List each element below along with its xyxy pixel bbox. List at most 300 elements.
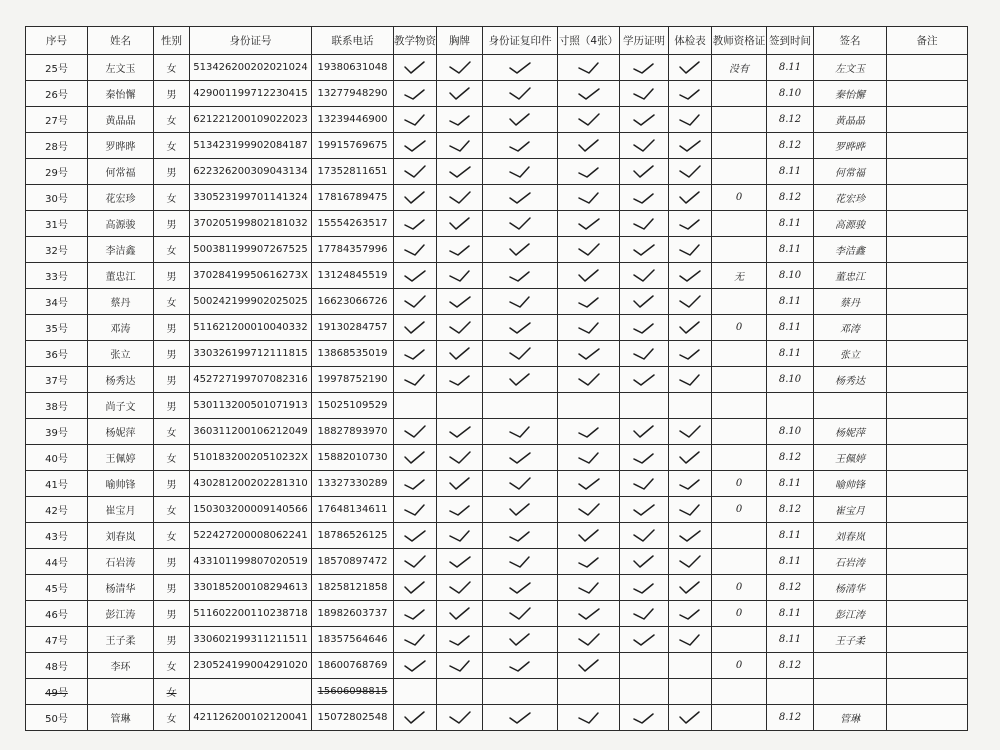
row-checkin-time: 8.11 xyxy=(767,627,814,653)
check-cell-t3 xyxy=(483,471,558,497)
check-cell-t1 xyxy=(394,315,437,341)
row-signature: 左文玉 xyxy=(814,55,887,81)
check-cell-t2 xyxy=(437,549,483,575)
checkmark-icon xyxy=(631,710,657,726)
table-row xyxy=(26,341,968,367)
row-id-number: 511602200110238718 xyxy=(190,601,312,627)
row-sex: 女 xyxy=(154,679,190,705)
checkmark-icon xyxy=(507,86,533,102)
row-remarks xyxy=(887,471,968,497)
checkmark-icon xyxy=(576,632,602,648)
row-phone: 18600768769 xyxy=(312,653,394,679)
row-sex: 男 xyxy=(154,575,190,601)
check-cell-t1 xyxy=(394,367,437,393)
check-cell-t3 xyxy=(483,107,558,133)
row-teacher-cert: 0 xyxy=(712,497,767,523)
check-cell-t6 xyxy=(669,185,712,211)
row-sex: 男 xyxy=(154,601,190,627)
row-signature: 李洁鑫 xyxy=(814,237,887,263)
checkmark-icon xyxy=(507,60,533,76)
check-cell-t1 xyxy=(394,263,437,289)
row-number: 28号 xyxy=(26,133,88,159)
checkmark-icon xyxy=(631,86,657,102)
checkmark-icon xyxy=(677,580,703,596)
row-teacher-cert xyxy=(712,679,767,705)
row-signature xyxy=(814,393,887,419)
row-remarks xyxy=(887,601,968,627)
row-sex: 男 xyxy=(154,627,190,653)
check-cell-t5 xyxy=(620,133,669,159)
checkmark-icon xyxy=(447,710,473,726)
check-cell-t2 xyxy=(437,497,483,523)
checkmark-icon xyxy=(402,320,428,336)
check-cell-t5 xyxy=(620,523,669,549)
row-checkin-time: 8.11 xyxy=(767,315,814,341)
row-checkin-time xyxy=(767,679,814,705)
row-id-number: 513426200202021024 xyxy=(190,55,312,81)
checkmark-icon xyxy=(576,502,602,518)
row-name: 崔宝月 xyxy=(88,497,154,523)
checkmark-icon xyxy=(447,554,473,570)
check-cell-t3 xyxy=(483,315,558,341)
check-cell-t5 xyxy=(620,445,669,471)
row-sex: 男 xyxy=(154,263,190,289)
checkmark-icon xyxy=(507,294,533,310)
row-sex: 女 xyxy=(154,289,190,315)
row-sex: 女 xyxy=(154,523,190,549)
checkmark-icon xyxy=(576,164,602,180)
row-id-number: 513423199902084187 xyxy=(190,133,312,159)
check-cell-t2 xyxy=(437,653,483,679)
row-teacher-cert: 无 xyxy=(712,263,767,289)
check-cell-t5 xyxy=(620,601,669,627)
header-badge: 胸牌 xyxy=(437,27,483,55)
row-name: 左文玉 xyxy=(88,55,154,81)
table-row xyxy=(26,419,968,445)
check-cell-t2 xyxy=(437,81,483,107)
header-diploma: 学历证明 xyxy=(620,27,669,55)
check-cell-t2 xyxy=(437,211,483,237)
checkmark-icon xyxy=(677,86,703,102)
checkmark-icon xyxy=(447,216,473,232)
checkmark-icon xyxy=(631,242,657,258)
row-checkin-time: 8.10 xyxy=(767,263,814,289)
table-row xyxy=(26,185,968,211)
row-checkin-time: 8.12 xyxy=(767,705,814,731)
check-cell-t5 xyxy=(620,107,669,133)
checkmark-icon xyxy=(402,216,428,232)
row-number: 34号 xyxy=(26,289,88,315)
row-name: 秦怡懈 xyxy=(88,81,154,107)
row-name: 罗晔晔 xyxy=(88,133,154,159)
checkmark-icon xyxy=(576,450,602,466)
row-signature: 何常福 xyxy=(814,159,887,185)
check-cell-t6 xyxy=(669,211,712,237)
check-cell-t4 xyxy=(558,679,620,705)
check-cell-t5 xyxy=(620,705,669,731)
check-cell-t6 xyxy=(669,419,712,445)
check-cell-t4 xyxy=(558,315,620,341)
checkmark-icon xyxy=(507,164,533,180)
checkmark-icon xyxy=(576,346,602,362)
checkmark-icon xyxy=(576,528,602,544)
row-checkin-time: 8.10 xyxy=(767,367,814,393)
checkmark-icon xyxy=(402,242,428,258)
check-cell-t1 xyxy=(394,55,437,81)
row-signature: 崔宝月 xyxy=(814,497,887,523)
row-remarks xyxy=(887,55,968,81)
table-row xyxy=(26,81,968,107)
check-cell-t5 xyxy=(620,679,669,705)
check-cell-t4 xyxy=(558,523,620,549)
check-cell-t4 xyxy=(558,497,620,523)
checkmark-icon xyxy=(447,242,473,258)
row-teacher-cert: 0 xyxy=(712,601,767,627)
checkmark-icon xyxy=(447,294,473,310)
checkmark-icon xyxy=(631,216,657,232)
check-cell-t6 xyxy=(669,393,712,419)
row-teacher-cert xyxy=(712,367,767,393)
checkmark-icon xyxy=(507,606,533,622)
row-teacher-cert xyxy=(712,419,767,445)
row-sex: 男 xyxy=(154,393,190,419)
row-signature: 杨妮萍 xyxy=(814,419,887,445)
checkmark-icon xyxy=(447,190,473,206)
check-cell-t5 xyxy=(620,419,669,445)
check-cell-t3 xyxy=(483,705,558,731)
row-id-number: 230524199004291020 xyxy=(190,653,312,679)
checkmark-icon xyxy=(402,424,428,440)
header-teacher-cert: 教师资格证 xyxy=(712,27,767,55)
check-cell-t1 xyxy=(394,523,437,549)
row-sex: 男 xyxy=(154,471,190,497)
row-teacher-cert xyxy=(712,159,767,185)
checkmark-icon xyxy=(507,554,533,570)
row-number: 50号 xyxy=(26,705,88,731)
check-cell-t3 xyxy=(483,497,558,523)
check-cell-t1 xyxy=(394,393,437,419)
row-teacher-cert: 0 xyxy=(712,653,767,679)
check-cell-t3 xyxy=(483,55,558,81)
checkmark-icon xyxy=(677,294,703,310)
check-cell-t2 xyxy=(437,471,483,497)
check-cell-t3 xyxy=(483,185,558,211)
check-cell-t6 xyxy=(669,367,712,393)
check-cell-t1 xyxy=(394,289,437,315)
checkmark-icon xyxy=(447,450,473,466)
table-row xyxy=(26,471,968,497)
row-remarks xyxy=(887,107,968,133)
checkmark-icon xyxy=(447,528,473,544)
row-name: 何常福 xyxy=(88,159,154,185)
check-cell-t6 xyxy=(669,653,712,679)
checkmark-icon xyxy=(402,476,428,492)
table-body xyxy=(26,55,968,731)
header-remarks: 备注 xyxy=(887,27,968,55)
check-cell-t3 xyxy=(483,445,558,471)
check-cell-t6 xyxy=(669,289,712,315)
checkmark-icon xyxy=(447,86,473,102)
row-name: 王子柔 xyxy=(88,627,154,653)
check-cell-t5 xyxy=(620,471,669,497)
checkmark-icon xyxy=(447,320,473,336)
checkmark-icon xyxy=(402,112,428,128)
checkmark-icon xyxy=(507,190,533,206)
checkmark-icon xyxy=(576,190,602,206)
table-row xyxy=(26,367,968,393)
row-number: 44号 xyxy=(26,549,88,575)
check-cell-t3 xyxy=(483,341,558,367)
registration-table xyxy=(25,26,968,731)
checkmark-icon xyxy=(677,502,703,518)
checkmark-icon xyxy=(447,476,473,492)
check-cell-t2 xyxy=(437,445,483,471)
header-phone: 联系电话 xyxy=(312,27,394,55)
row-id-number: 430281200202281310 xyxy=(190,471,312,497)
row-teacher-cert: 没有 xyxy=(712,55,767,81)
header-id-number: 身份证号 xyxy=(190,27,312,55)
check-cell-t2 xyxy=(437,523,483,549)
checkmark-icon xyxy=(677,268,703,284)
check-cell-t4 xyxy=(558,55,620,81)
checkmark-icon xyxy=(631,580,657,596)
row-signature: 杨秀达 xyxy=(814,367,887,393)
checkmark-icon xyxy=(402,450,428,466)
row-sex: 女 xyxy=(154,497,190,523)
checkmark-icon xyxy=(402,580,428,596)
checkmark-icon xyxy=(447,502,473,518)
check-cell-t5 xyxy=(620,185,669,211)
row-checkin-time xyxy=(767,393,814,419)
check-cell-t6 xyxy=(669,159,712,185)
checkmark-icon xyxy=(402,502,428,518)
checkmark-icon xyxy=(507,138,533,154)
checkmark-icon xyxy=(447,112,473,128)
check-cell-t2 xyxy=(437,133,483,159)
check-cell-t5 xyxy=(620,341,669,367)
header-id-copy: 身份证复印件 xyxy=(483,27,558,55)
header-teaching-materials: 教学物资 xyxy=(394,27,437,55)
row-signature: 王子柔 xyxy=(814,627,887,653)
row-name: 杨妮萍 xyxy=(88,419,154,445)
checkmark-icon xyxy=(576,86,602,102)
checkmark-icon xyxy=(507,216,533,232)
row-checkin-time: 8.11 xyxy=(767,549,814,575)
row-id-number: 330326199712111815 xyxy=(190,341,312,367)
row-phone: 18570897472 xyxy=(312,549,394,575)
check-cell-t5 xyxy=(620,627,669,653)
checkmark-icon xyxy=(447,632,473,648)
row-signature: 罗晔晔 xyxy=(814,133,887,159)
checkmark-icon xyxy=(631,554,657,570)
checkmark-icon xyxy=(402,606,428,622)
checkmark-icon xyxy=(507,632,533,648)
checkmark-icon xyxy=(402,294,428,310)
row-checkin-time: 8.10 xyxy=(767,419,814,445)
row-signature: 刘春岚 xyxy=(814,523,887,549)
row-id-number: 500381199907267525 xyxy=(190,237,312,263)
checkmark-icon xyxy=(576,112,602,128)
row-teacher-cert xyxy=(712,549,767,575)
check-cell-t4 xyxy=(558,211,620,237)
checkmark-icon xyxy=(447,580,473,596)
check-cell-t6 xyxy=(669,471,712,497)
header-row xyxy=(26,27,968,55)
row-teacher-cert xyxy=(712,133,767,159)
header-photos: 寸照（4张） xyxy=(558,27,620,55)
check-cell-t2 xyxy=(437,601,483,627)
table-row xyxy=(26,211,968,237)
row-remarks xyxy=(887,289,968,315)
check-cell-t3 xyxy=(483,211,558,237)
checkmark-icon xyxy=(402,710,428,726)
row-id-number: 51018320020510232X xyxy=(190,445,312,471)
check-cell-t3 xyxy=(483,627,558,653)
row-remarks xyxy=(887,419,968,445)
row-number: 30号 xyxy=(26,185,88,211)
row-number: 39号 xyxy=(26,419,88,445)
row-signature: 彭江涛 xyxy=(814,601,887,627)
row-phone: 13277948290 xyxy=(312,81,394,107)
check-cell-t3 xyxy=(483,549,558,575)
check-cell-t5 xyxy=(620,315,669,341)
check-cell-t5 xyxy=(620,497,669,523)
checkmark-icon xyxy=(631,268,657,284)
row-name: 李洁鑫 xyxy=(88,237,154,263)
checkmark-icon xyxy=(507,580,533,596)
row-number: 40号 xyxy=(26,445,88,471)
check-cell-t6 xyxy=(669,627,712,653)
row-remarks xyxy=(887,575,968,601)
row-remarks xyxy=(887,211,968,237)
row-remarks xyxy=(887,497,968,523)
row-sex: 男 xyxy=(154,549,190,575)
check-cell-t2 xyxy=(437,419,483,445)
checkmark-icon xyxy=(447,268,473,284)
table-row xyxy=(26,575,968,601)
row-checkin-time: 8.12 xyxy=(767,445,814,471)
checkmark-icon xyxy=(402,268,428,284)
row-checkin-time: 8.11 xyxy=(767,289,814,315)
row-signature: 邓涛 xyxy=(814,315,887,341)
check-cell-t3 xyxy=(483,393,558,419)
check-cell-t4 xyxy=(558,185,620,211)
checkmark-icon xyxy=(402,632,428,648)
row-signature: 蔡丹 xyxy=(814,289,887,315)
row-phone: 15072802548 xyxy=(312,705,394,731)
checkmark-icon xyxy=(576,606,602,622)
row-checkin-time: 8.11 xyxy=(767,211,814,237)
checkmark-icon xyxy=(631,320,657,336)
checkmark-icon xyxy=(402,346,428,362)
check-cell-t1 xyxy=(394,107,437,133)
checkmark-icon xyxy=(507,424,533,440)
row-number: 48号 xyxy=(26,653,88,679)
checkmark-icon xyxy=(677,216,703,232)
row-phone: 17352811651 xyxy=(312,159,394,185)
row-teacher-cert xyxy=(712,289,767,315)
checkmark-icon xyxy=(576,320,602,336)
check-cell-t6 xyxy=(669,523,712,549)
check-cell-t6 xyxy=(669,575,712,601)
row-name: 花宏珍 xyxy=(88,185,154,211)
checkmark-icon xyxy=(677,190,703,206)
check-cell-t6 xyxy=(669,705,712,731)
row-name: 高源骏 xyxy=(88,211,154,237)
row-id-number: 622326200309043134 xyxy=(190,159,312,185)
checkmark-icon xyxy=(631,294,657,310)
row-phone: 19380631048 xyxy=(312,55,394,81)
row-number: 25号 xyxy=(26,55,88,81)
row-number: 37号 xyxy=(26,367,88,393)
row-signature: 管琳 xyxy=(814,705,887,731)
check-cell-t2 xyxy=(437,55,483,81)
row-number: 26号 xyxy=(26,81,88,107)
header-signature: 签名 xyxy=(814,27,887,55)
header-checkin-time: 签到时间 xyxy=(767,27,814,55)
checkmark-icon xyxy=(631,138,657,154)
check-cell-t5 xyxy=(620,237,669,263)
row-checkin-time: 8.12 xyxy=(767,497,814,523)
check-cell-t2 xyxy=(437,263,483,289)
checkmark-icon xyxy=(631,606,657,622)
check-cell-t2 xyxy=(437,627,483,653)
checkmark-icon xyxy=(677,476,703,492)
row-sex: 女 xyxy=(154,419,190,445)
row-name xyxy=(88,679,154,705)
row-remarks xyxy=(887,549,968,575)
row-remarks xyxy=(887,445,968,471)
row-phone: 18827893970 xyxy=(312,419,394,445)
checkmark-icon xyxy=(576,580,602,596)
checkmark-icon xyxy=(677,164,703,180)
check-cell-t3 xyxy=(483,575,558,601)
checkmark-icon xyxy=(507,658,533,674)
row-signature: 张立 xyxy=(814,341,887,367)
check-cell-t3 xyxy=(483,367,558,393)
row-name: 杨秀达 xyxy=(88,367,154,393)
check-cell-t6 xyxy=(669,263,712,289)
checkmark-icon xyxy=(507,346,533,362)
checkmark-icon xyxy=(402,60,428,76)
checkmark-icon xyxy=(507,476,533,492)
row-signature: 石岩涛 xyxy=(814,549,887,575)
checkmark-icon xyxy=(677,60,703,76)
row-remarks xyxy=(887,159,968,185)
checkmark-icon xyxy=(677,606,703,622)
check-cell-t2 xyxy=(437,237,483,263)
row-phone: 13868535019 xyxy=(312,341,394,367)
check-cell-t6 xyxy=(669,341,712,367)
check-cell-t4 xyxy=(558,107,620,133)
row-teacher-cert: 0 xyxy=(712,471,767,497)
row-name: 石岩涛 xyxy=(88,549,154,575)
row-number: 45号 xyxy=(26,575,88,601)
row-remarks xyxy=(887,185,968,211)
check-cell-t2 xyxy=(437,679,483,705)
check-cell-t3 xyxy=(483,653,558,679)
row-signature: 花宏珍 xyxy=(814,185,887,211)
checkmark-icon xyxy=(576,216,602,232)
row-sex: 男 xyxy=(154,315,190,341)
checkmark-icon xyxy=(447,658,473,674)
row-number: 29号 xyxy=(26,159,88,185)
checkmark-icon xyxy=(447,60,473,76)
row-number: 36号 xyxy=(26,341,88,367)
table-row xyxy=(26,55,968,81)
checkmark-icon xyxy=(677,242,703,258)
table-row xyxy=(26,289,968,315)
